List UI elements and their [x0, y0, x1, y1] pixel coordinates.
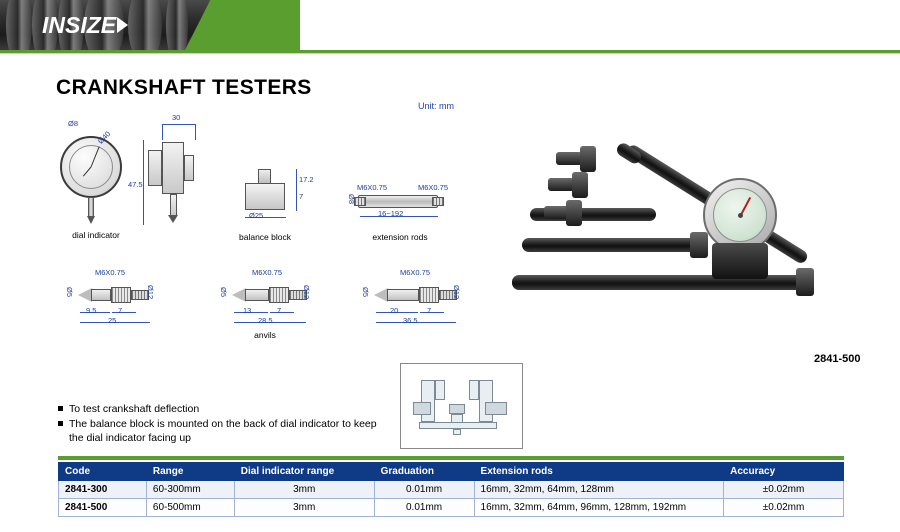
th-code: Code [59, 463, 147, 481]
caption-dial-indicator: dial indicator [72, 230, 120, 240]
coupler-3-head [566, 200, 582, 226]
cell-code: 2841-500 [59, 499, 147, 517]
coupler-2-head [572, 172, 588, 198]
crankshaft-left [413, 402, 431, 415]
vise-base [419, 422, 497, 429]
coupler-4-head [690, 232, 708, 258]
cell-dial-range: 3mm [234, 499, 374, 517]
cell-range: 60-500mm [146, 499, 234, 517]
feature-item [58, 402, 388, 416]
cell-extension-rods: 16mm, 32mm, 64mm, 96mm, 128mm, 192mm [474, 499, 724, 517]
vise-jaw-right-top [469, 380, 479, 400]
dim-thread-left: M6X0.75 [357, 183, 388, 192]
balance-block-boss [258, 169, 271, 184]
dim-17-2: 17.2 [299, 175, 314, 184]
brand-logo-text: INSIZE [42, 11, 117, 38]
vise-jaw-left [421, 380, 435, 422]
coupler-1-head [580, 146, 596, 172]
photo-dial-gauge-face [713, 188, 767, 242]
photo-dial-gauge [703, 178, 777, 252]
cell-graduation: 0.01mm [374, 481, 474, 499]
table-top-accent [58, 456, 844, 460]
vise-foot [453, 429, 461, 435]
dim-anvil2-thread: M6X0.75 [252, 268, 283, 277]
specifications-table [58, 462, 844, 517]
product-photo [500, 120, 890, 370]
extension-rod-thread-right [432, 197, 444, 206]
cell-accuracy: ±0.02mm [724, 499, 844, 517]
dial-indicator-stem [88, 197, 94, 217]
page-header [0, 0, 900, 50]
dim-anvil1-7: 7 [118, 306, 123, 315]
dim-dia40: Ø40 [95, 129, 113, 146]
dial-indicator-tip [87, 216, 95, 224]
vise-jaw-right [479, 380, 493, 422]
feature-text: The balance block is mounted on the back of dial indicator to keep the dial indicator facing up [69, 418, 377, 444]
dim-anvil2-28-5: 28.5 [258, 316, 273, 325]
dim-anvil2-7: 7 [277, 306, 282, 315]
dim-dia8: Ø8 [68, 119, 79, 128]
cell-graduation: 0.01mm [374, 499, 474, 517]
dim-30: 30 [172, 113, 181, 122]
cell-code: 2841-300 [59, 481, 147, 499]
feature-list [58, 402, 388, 446]
bullet-square-icon [58, 421, 63, 426]
application-diagram [400, 363, 523, 449]
dial-housing-left [148, 150, 162, 186]
cell-dial-range: 3mm [234, 481, 374, 499]
dial-housing-mid [162, 142, 184, 194]
dim-anvil2-dia12: Ø12 [302, 285, 311, 300]
dial-housing-right [184, 155, 194, 181]
dim-anvil2-13: 13 [243, 306, 252, 315]
table-row [59, 481, 844, 499]
dial-indicator-face [60, 136, 122, 198]
cell-extension-rods: 16mm, 32mm, 64mm, 128mm [474, 481, 724, 499]
feature-item [58, 417, 388, 445]
dim-anvil3-36-5: 36.5 [403, 316, 418, 325]
caption-balance-block: balance block [239, 232, 291, 242]
dial-housing-stem [170, 194, 177, 216]
photo-model-label: 2841-500 [814, 353, 861, 365]
dim-dia25: Ø25 [249, 211, 264, 220]
caption-anvils: anvils [254, 330, 276, 340]
dim-dia8-rod: Ø8 [347, 194, 356, 205]
brand-logo [42, 12, 128, 38]
unit-note: Unit: mm [418, 101, 454, 111]
dim-16-192: 16~192 [378, 209, 404, 218]
table-row [59, 499, 844, 517]
dial-housing-tip [168, 215, 178, 223]
dim-47-5: 47.5 [128, 180, 143, 189]
dim-anvil3-20: 20 [390, 306, 399, 315]
dim-anvil3-dia12: Ø12 [452, 285, 461, 300]
dim-anvil1-dia12: Ø12 [146, 285, 155, 300]
th-accuracy: Accuracy [724, 463, 844, 481]
th-extension-rods: Extension rods [474, 463, 724, 481]
dim-thread-right: M6X0.75 [418, 183, 449, 192]
dim-anvil1-thread: M6X0.75 [95, 268, 126, 277]
crankshaft-right [485, 402, 507, 415]
dim-anvil3-thread: M6X0.75 [400, 268, 431, 277]
gauge-in-vise [449, 404, 465, 414]
balance-block-body [245, 183, 285, 210]
extension-rod-body [358, 195, 438, 208]
dim-anvil2-dia5: Ø5 [219, 287, 228, 298]
th-dial-indicator-range: Dial indicator range [234, 463, 374, 481]
header-divider-gray [0, 53, 900, 54]
cell-range: 60-300mm [146, 481, 234, 499]
dim-anvil3-dia5: Ø5 [361, 287, 370, 298]
arrow-right-icon [117, 17, 128, 33]
bullet-square-icon [58, 406, 63, 411]
rod-long-2 [522, 238, 702, 252]
dim-anvil3-7: 7 [427, 306, 432, 315]
anvil-3 [374, 281, 458, 309]
photo-dial-gauge-base [712, 243, 768, 279]
coupler-5-head [796, 268, 814, 296]
dim-anvil1-25: 25 [108, 316, 117, 325]
th-graduation: Graduation [374, 463, 474, 481]
th-range: Range [146, 463, 234, 481]
dim-anvil1-dia5: Ø5 [65, 287, 74, 298]
coupler-1 [556, 152, 582, 165]
coupler-2 [548, 178, 574, 191]
page-title: CRANKSHAFT TESTERS [56, 76, 312, 99]
cell-accuracy: ±0.02mm [724, 481, 844, 499]
dim-7: 7 [299, 192, 304, 201]
dim-anvil1-9-5: 9.5 [86, 306, 97, 315]
feature-text: To test crankshaft deflection [69, 403, 200, 415]
table-header-row [59, 463, 844, 481]
caption-extension-rods: extension rods [372, 232, 428, 242]
vise-jaw-left-top [435, 380, 445, 400]
